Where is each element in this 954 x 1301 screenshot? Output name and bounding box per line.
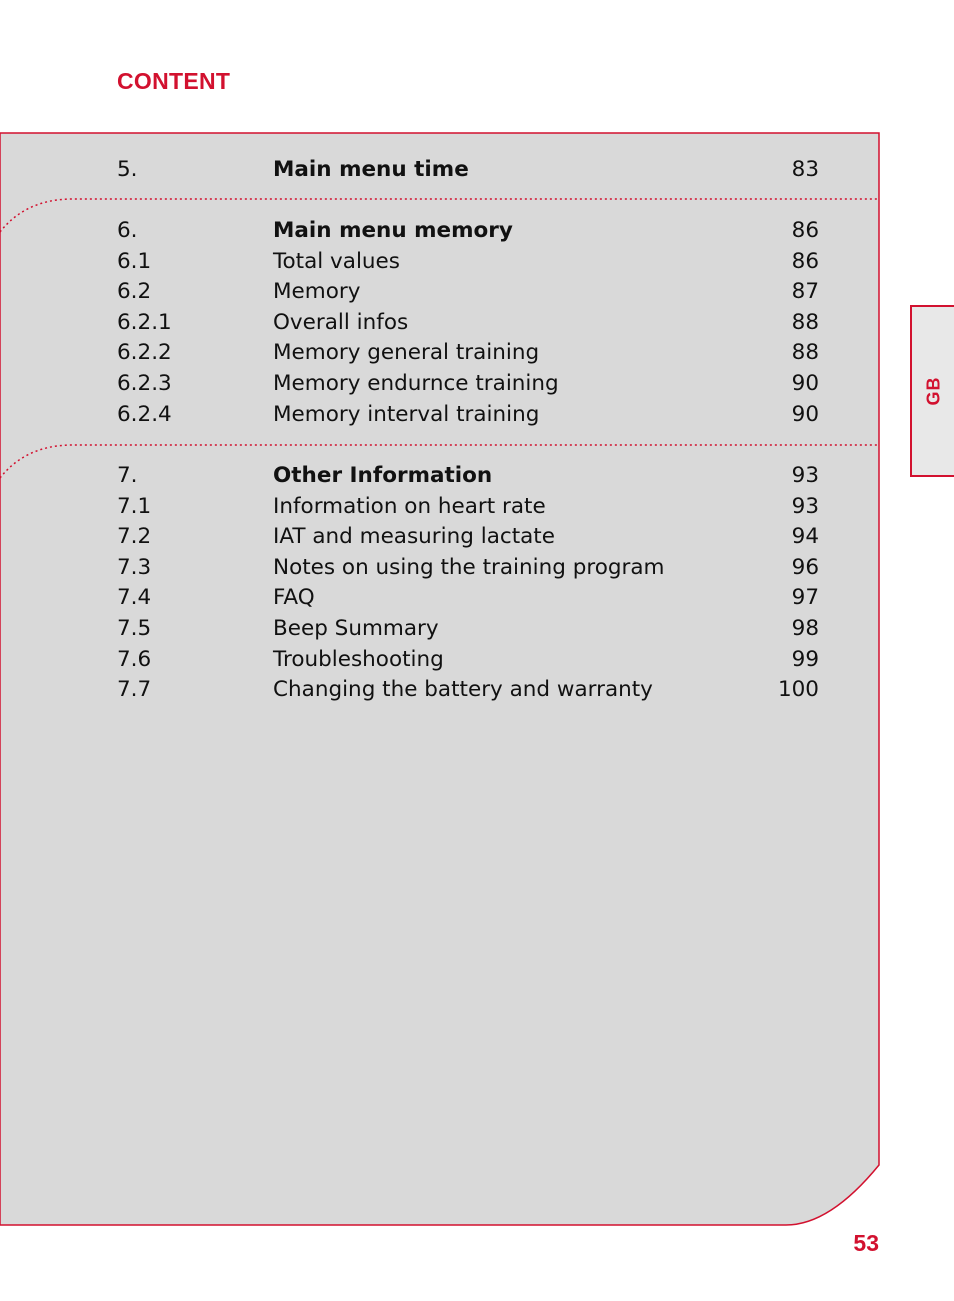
toc-entry-page: 90 bbox=[791, 401, 819, 427]
toc-entry[interactable] bbox=[0, 645, 880, 675]
toc-entry[interactable] bbox=[0, 492, 880, 522]
toc-chapter-title: Main menu memory bbox=[273, 218, 513, 243]
toc-entry-title: Notes on using the training program bbox=[273, 554, 665, 580]
toc-entry-title: FAQ bbox=[273, 585, 315, 611]
toc-entry-number: 7.4 bbox=[117, 585, 152, 611]
toc-entry-title: Memory endurnce training bbox=[273, 371, 559, 396]
toc-entry[interactable] bbox=[0, 675, 880, 705]
toc-entry-page: 88 bbox=[791, 340, 819, 366]
toc-entry-title: Total values bbox=[273, 248, 400, 274]
toc-entry[interactable] bbox=[0, 400, 880, 430]
toc-entry[interactable] bbox=[0, 553, 880, 583]
toc-entry-title: Information on heart rate bbox=[273, 493, 546, 519]
toc-entry[interactable] bbox=[0, 338, 880, 368]
toc-entry-number: 6.2.2 bbox=[117, 340, 172, 366]
toc-entry-page: 100 bbox=[777, 677, 819, 703]
toc-entry-title: Troubleshooting bbox=[273, 646, 444, 672]
toc-entry-number: 6.2 bbox=[117, 279, 152, 305]
toc-entry-title: Memory interval training bbox=[273, 401, 540, 427]
toc-entry-title: Beep Summary bbox=[273, 616, 439, 641]
toc-entry-title: Memory general training bbox=[273, 340, 540, 366]
toc-entry-number: 7.2 bbox=[117, 524, 152, 550]
toc-entry-page: 99 bbox=[791, 646, 819, 672]
toc-entry[interactable] bbox=[0, 216, 880, 246]
toc-entry-title: IAT and measuring lactate bbox=[273, 524, 555, 550]
toc-entry-page: 86 bbox=[791, 248, 819, 274]
toc-entry-number: 7.3 bbox=[117, 554, 152, 580]
language-tab-label: GB bbox=[923, 376, 944, 406]
toc-entry-number: 7.5 bbox=[117, 616, 152, 641]
toc-entry-number: 7.7 bbox=[117, 677, 152, 703]
toc-entry-number: 6.1 bbox=[117, 248, 152, 274]
toc-entry-number: 7. bbox=[117, 463, 138, 488]
toc-entry-number: 7.1 bbox=[117, 493, 152, 519]
toc-entry-number: 6.2.1 bbox=[117, 309, 172, 335]
toc-entry-page: 87 bbox=[791, 279, 819, 305]
toc-entry-page: 98 bbox=[791, 616, 819, 641]
toc-entry[interactable] bbox=[0, 247, 880, 277]
toc-entry[interactable] bbox=[0, 583, 880, 613]
toc-entry[interactable] bbox=[0, 522, 880, 552]
toc-entry-page: 93 bbox=[791, 493, 819, 519]
toc-entry-page: 93 bbox=[791, 463, 819, 488]
toc-entry-number: 5. bbox=[117, 157, 138, 182]
toc-entry-page: 97 bbox=[791, 585, 819, 611]
page-number: 53 bbox=[853, 1230, 879, 1256]
toc-entry-title: Overall infos bbox=[273, 309, 409, 335]
toc-entry[interactable] bbox=[0, 461, 880, 491]
toc-entry-page: 83 bbox=[791, 157, 819, 182]
toc-entry-number: 6.2.4 bbox=[117, 401, 172, 427]
toc-entry-number: 7.6 bbox=[117, 646, 152, 672]
toc-entry-page: 88 bbox=[791, 309, 819, 335]
toc-entry-page: 86 bbox=[791, 218, 819, 243]
toc-entry-title: Changing the battery and warranty bbox=[273, 677, 653, 703]
toc-entry-title: Memory bbox=[273, 279, 361, 305]
toc-entry-number: 6. bbox=[117, 218, 138, 243]
toc-entry-page: 94 bbox=[791, 524, 819, 550]
toc-entry-page: 90 bbox=[791, 371, 819, 396]
toc-chapter-title: Main menu time bbox=[273, 157, 469, 182]
toc-entry[interactable] bbox=[0, 155, 880, 185]
page-header-title: CONTENT bbox=[117, 68, 231, 94]
toc-entry-number: 6.2.3 bbox=[117, 371, 172, 396]
toc-entry[interactable] bbox=[0, 277, 880, 307]
toc-entry[interactable] bbox=[0, 308, 880, 338]
toc-entry[interactable] bbox=[0, 614, 880, 644]
toc-entry[interactable] bbox=[0, 369, 880, 399]
toc-chapter-title: Other Information bbox=[273, 463, 493, 488]
toc-entry-page: 96 bbox=[791, 554, 819, 580]
